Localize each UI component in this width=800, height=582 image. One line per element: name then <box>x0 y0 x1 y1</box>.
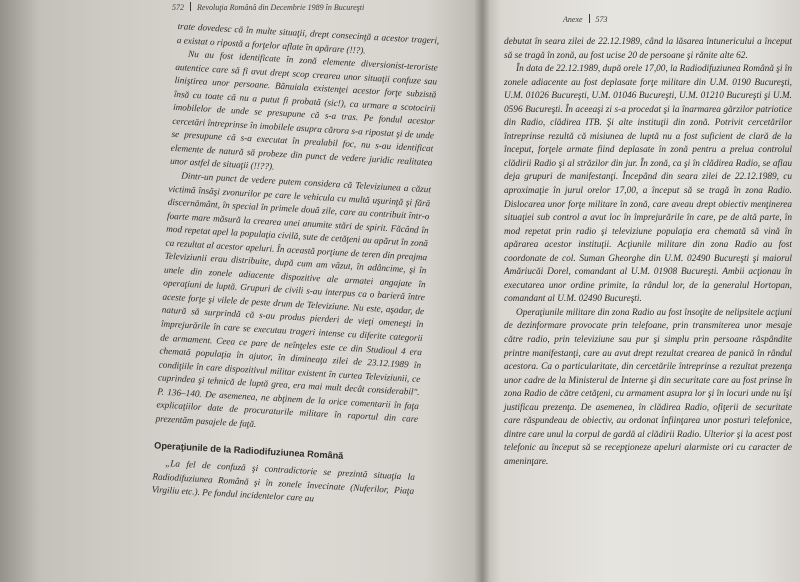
section-heading: Operaţiunile de la Radiodifuziunea Română <box>153 440 344 462</box>
left-paragraph-1: trate dovedesc că în multe situaţii, drept consecinţă a acestor trageri, a existat o ripostă a forţelor aflate în apărare (!!?). <box>176 20 440 56</box>
left-page-number: 572 <box>172 3 184 12</box>
right-paragraph-3: Operaţiunile militare din zona Radio au fost însoţite de nelipsitele acţiuni de dezinformare provocate prin telefoane, prin transmiterea unor mesaje către radio, prin televiziune sau pur şi simplu prin persoane răspândite printre manifestanţi, care au avut drept rezultat crearea de panică în rândul acestora. Ca o particularitate, din cercetările întreprinse a rezultat prezenţa unor cadre de la Ministerul de Interne şi din securitate care au fost prinse în zona Radio de către cetăţeni, cu armament asupra lor şi în locuri unde nu îşi justificau prezenţa. De asemenea, în clădirea Radio, ofiţerii de securitate care răspundeau de obiectiv, au ordonat înfiinţarea unor posturi telefonice, dintre care unul la corpul de gardă al clădirii Radio. Ulterior şi la acest post telefonic au început să se recepţioneze apeluri alarmiste ori cu caracter de ameninţare. <box>504 307 792 467</box>
header-separator <box>589 14 590 23</box>
left-page-header <box>172 2 364 12</box>
right-paragraph-2: În data de 22.12.1989, după orele 17,00, la Radiodifuziunea Română şi în zonele adiacente au fost deplasate forţe militare din U.M. 0190 Bucureşti, U.M. 01026 Bucureşti, U.M. 01046 Bucureşti, U.M. 01210 Bucureşti şi U.M. 0596 Bucureşti. În aceeaşi zi s-a procedat şi la înarmarea gărzilor patriotice din Radio, clădirea ITB. Şi alte instituţii din zonă. Potrivit cercetărilor întreprinse rezultă că misiunea de luptă nu a fost suficient de clară de la început, forţele armate fiind deplasate în zonă pentru a prelua controlul clădirii Radio şi al străzilor din jur. În zonă, ca şi în clădirea Radio, se aflau deja grupuri de manifestanţi. Începând din seara zilei de 22.12.1989, cu aproximaţie în jurul orelor 17,00, a început să se tragă în zona Radio. Dislocarea unor forţe militare în zonă, care aveau drept obiectiv menţinerea situaţiei sub control a avut loc în împrejurările în care, pe de altă parte, în mod repetat prin radio şi televiziune populaţia era chemată să vină în apărarea acestor instituţii. Acţiunile militare din zona Radio au fost coordonate de col. Suman Gheorghe din U.M. 02490 Bucureşti şi maiorul Amăriucăi Dorel, comandant al U.M. 01908 Bucureşti. Ambii acţionau în executarea unor ordine primite, la rândul lor, de la generalul Hortopan, comandant al U.M. 02490 Bucureşti. <box>504 64 792 305</box>
left-paragraph-4: „La fel de confuză şi contradictorie se prezintă situaţia la Radiodifuziunea Română şi în zonele învecinate (Nuferilor, Piaţa Virgiliu etc.). Pe fondul incidentelor care au <box>151 457 416 504</box>
left-running-title: Revoluţia Română din Decembrie 1989 în Bucureşti <box>197 3 365 12</box>
right-running-title: Anexe <box>563 15 583 24</box>
left-page-text <box>151 20 439 511</box>
right-page-number: 573 <box>595 15 608 24</box>
header-separator <box>190 2 191 11</box>
left-paragraph-2: Nu au fost identificate în zonă elemente diversionist-teroriste autentice care să fi avut drept scop crearea unor situaţii confuze sau liniştirea unor persoane. Bănuiala existenţei acestor forţe subzistă însă cu toate că nu a putut fi probată (sic!), ca urmare a scotocirii imobilelor de unde se presupune că s-a tras. Pe fondul acestor cercetări întreprinse în imobilele asupra cărora s-a ripostat şi de unde se presupune că s-a executat în prealabil foc, nu s-au identificat elemente de natură să probeze din punct de vedere juridic realitatea unor astfel de situaţii (!!??). <box>169 48 439 173</box>
right-page-header <box>563 14 608 24</box>
book-gutter <box>474 0 490 582</box>
right-page-text <box>504 36 792 470</box>
page-edge-shadow <box>0 0 40 582</box>
right-paragraph-1: debutat în seara zilei de 22.12.1989, când la lăsarea întunericului a început să se tragă în zonă, au fost ucise 20 de persoane şi rănite alte 62. <box>504 37 792 61</box>
left-paragraph-3: Dintr-un punct de vedere putem considera că Televiziunea a căzut victimă însăşi zvonurilor pe care le vehicula cu multă uşurinţă şi fără discernământ, în special în primele două zile, care au contribuit într-o foarte mare măsură la crearea unei anumite stări de spirit. Făcând în mod repetat apel la populaţia civilă, sute de cetăţeni au apărut în zonă ca rezultat al acestor apeluri. În această porţiune de teren din preajma Televiziunii erau distribuite, după cum am văzut, în adâncime, şi în unele din zonele adiacente dispozitive ale armatei angajate în operaţiuni de luptă. Grupuri de civili s-au interpus ca o barieră între aceste forţe şi vilele de peste drum de Televiziune. Nu este, aşadar, de natură să surprindă că s-au produs pierderi de vieţi omeneşti în împrejurările în care se executau trageri intense cu diferite categorii de armament. Ceea ce pare de neînţeles este ce din Studioul 4 era chemată populaţia în ajutor, în dimineaţa zilei de 23.12.1989 în condiţiile în care dispozitivul militar existent în curtea Televiziunii, ce cuprindea şi tehnică de luptă grea, era mai mult decât considerabil". P. 136–140. De asemenea, ne abţinem de la orice comentarii în faţa explicaţiilor date de procuraturile militare în raportul din care prezentăm pasajele de faţă. <box>155 170 432 429</box>
